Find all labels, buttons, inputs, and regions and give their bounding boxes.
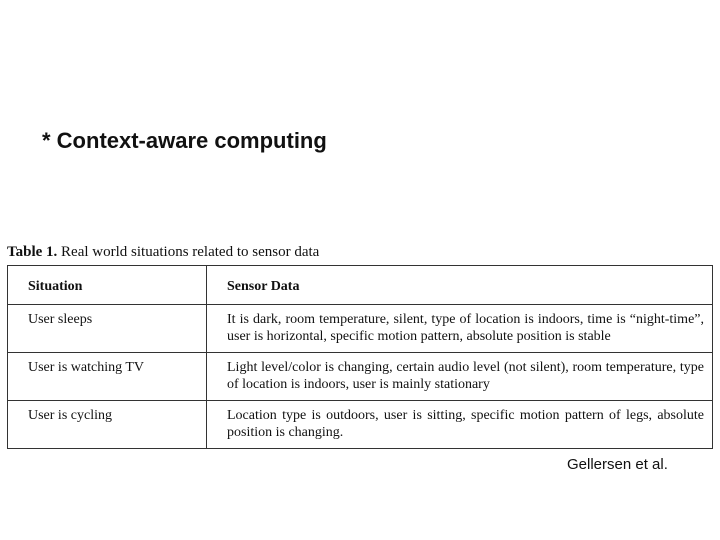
table-row — [8, 353, 713, 401]
sensor-data-cell: It is dark, room temperature, silent, type of location is indoors, time is “night-time”, user is horizontal, specific motion pattern, absolute position is stable — [207, 305, 713, 353]
table-caption-text: Real world situations related to sensor data — [57, 244, 320, 260]
table-caption-label: Table 1. — [7, 244, 58, 260]
situation-cell: User is cycling — [8, 401, 207, 449]
sensor-data-cell: Location type is outdoors, user is sitting, specific motion pattern of legs, absolute position is changing. — [207, 401, 713, 449]
table-row — [8, 305, 713, 353]
header-situation: Situation — [8, 266, 207, 305]
sensor-data-table — [7, 265, 713, 449]
header-sensor-data: Sensor Data — [207, 266, 713, 305]
table-header-row — [8, 266, 713, 305]
table-row — [8, 401, 713, 449]
table-caption — [7, 244, 319, 261]
situation-cell: User is watching TV — [8, 353, 207, 401]
source-credit: Gellersen et al. — [567, 456, 668, 473]
slide-title: * Context-aware computing — [42, 128, 327, 153]
sensor-data-cell: Light level/color is changing, certain audio level (not silent), room temperature, type of location is indoors, user is mainly stationary — [207, 353, 713, 401]
situation-cell: User sleeps — [8, 305, 207, 353]
